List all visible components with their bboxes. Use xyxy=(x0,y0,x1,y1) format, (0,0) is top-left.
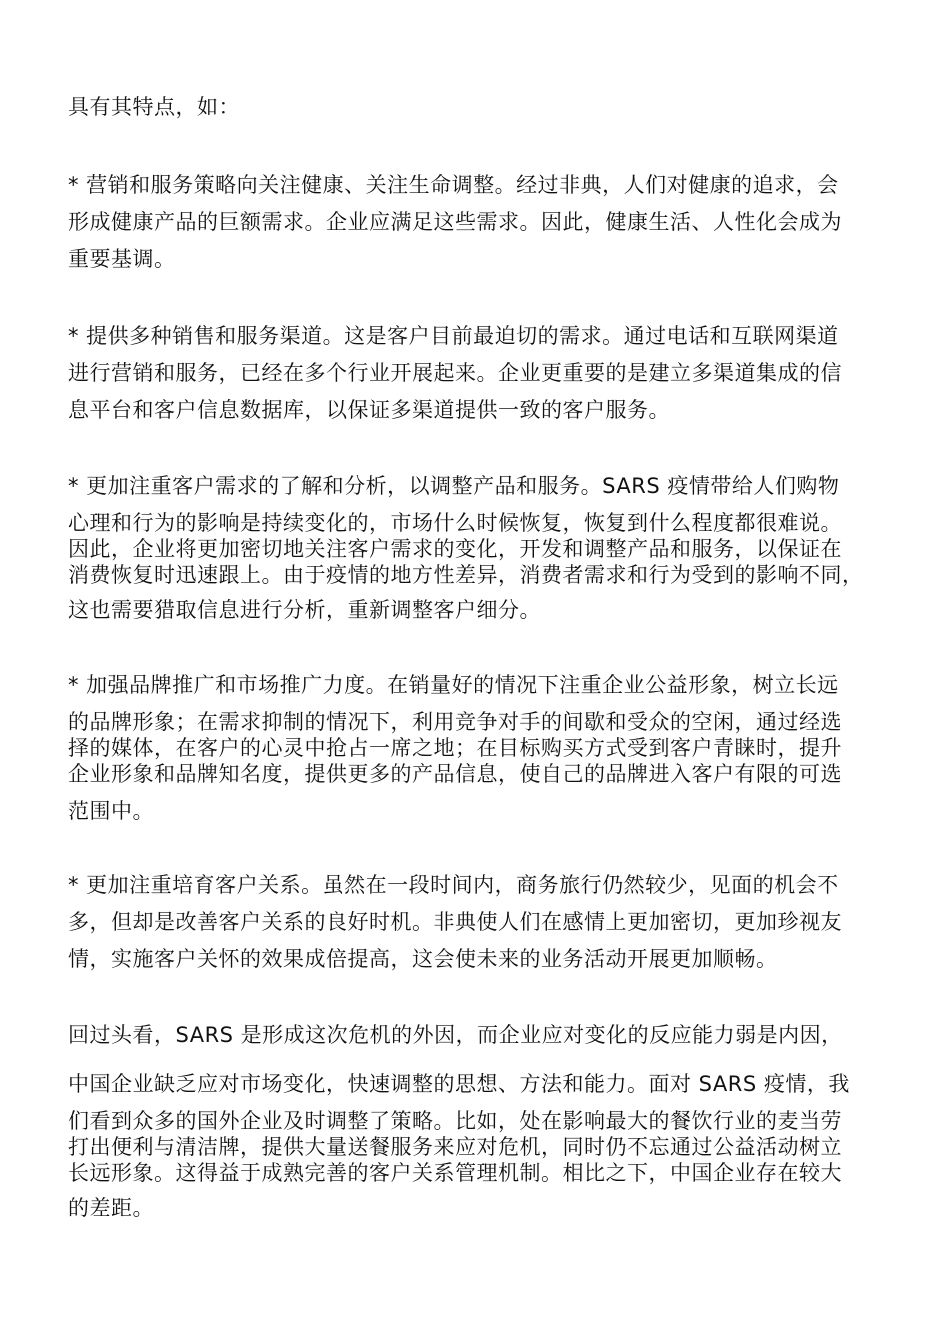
paragraph-channels-line-1: * 提供多种销售和服务渠道。这是客户目前最迫切的需求。通过电话和互联网渠道 xyxy=(68,324,839,348)
paragraph-brand-line-3: 择的媒体，在客户的心灵中抢占一席之地；在目标购买方式受到客户青睐时，提升 xyxy=(68,736,842,760)
paragraph-marketing-line-2: 形成健康产品的巨额需求。企业应满足这些需求。因此，健康生活、人性化会成为 xyxy=(68,210,842,234)
paragraph-relationship-line-1: * 更加注重培育客户关系。虽然在一段时间内，商务旅行仍然较少，见面的机会不 xyxy=(68,873,839,897)
paragraph-channels-line-2: 进行营销和服务，已经在多个行业开展起来。企业更重要的是建立多渠道集成的信 xyxy=(68,361,842,385)
paragraph-conclusion-line-2: 中国企业缺乏应对市场变化，快速调整的思想、方法和能力。面对 SARS 疫情，我 xyxy=(68,1072,850,1096)
paragraph-marketing-line-3: 重要基调。 xyxy=(68,247,176,271)
paragraph-relationship-line-3: 情，实施客户关怀的效果成倍提高，这会使未来的业务活动开展更加顺畅。 xyxy=(68,947,778,971)
paragraph-customer-needs-line-5: 这也需要猎取信息进行分析，重新调整客户细分。 xyxy=(68,598,541,622)
paragraph-intro-line-1: 具有其特点，如： xyxy=(68,95,240,119)
paragraph-customer-needs-line-1: * 更加注重客户需求的了解和分析，以调整产品和服务。SARS 疫情带给人们购物 xyxy=(68,474,840,498)
paragraph-customer-needs-line-3: 因此，企业将更加密切地关注客户需求的变化，开发和调整产品和服务，以保证在 xyxy=(68,537,842,561)
paragraph-customer-needs-line-2: 心理和行为的影响是持续变化的，市场什么时候恢复，恢复到什么程度都很难说。 xyxy=(68,511,842,535)
paragraph-brand-line-2: 的品牌形象；在需求抑制的情况下，利用竞争对手的间歇和受众的空闲，通过经选 xyxy=(68,710,842,734)
paragraph-conclusion-line-4: 打出便利与清洁牌，提供大量送餐服务来应对危机，同时仍不忘通过公益活动树立 xyxy=(68,1135,842,1159)
paragraph-channels-line-3: 息平台和客户信息数据库，以保证多渠道提供一致的客户服务。 xyxy=(68,398,670,422)
paragraph-relationship-line-2: 多，但却是改善客户关系的良好时机。非典使人们在感情上更加密切，更加珍视友 xyxy=(68,910,842,934)
paragraph-conclusion-line-5: 长远形象。这得益于成熟完善的客户关系管理机制。相比之下，中国企业存在较大 xyxy=(68,1161,842,1185)
paragraph-marketing-line-1: * 营销和服务策略向关注健康、关注生命调整。经过非典，人们对健康的追求，会 xyxy=(68,173,839,197)
paragraph-customer-needs-line-4: 消费恢复时迅速跟上。由于疫情的地方性差异，消费者需求和行为受到的影响不同， xyxy=(68,563,864,587)
paragraph-conclusion-line-1: 回过头看，SARS 是形成这次危机的外因，而企业应对变化的反应能力弱是内因， xyxy=(68,1023,843,1047)
paragraph-brand-line-5: 范围中。 xyxy=(68,799,154,823)
paragraph-brand-line-4: 企业形象和品牌知名度，提供更多的产品信息，使自己的品牌进入客户有限的可选 xyxy=(68,762,842,786)
paragraph-conclusion-line-6: 的差距。 xyxy=(68,1196,154,1220)
paragraph-conclusion-line-3: 们看到众多的国外企业及时调整了策略。比如，处在影响最大的餐饮行业的麦当劳 xyxy=(68,1109,842,1133)
paragraph-brand-line-1: * 加强品牌推广和市场推广力度。在销量好的情况下注重企业公益形象，树立长远 xyxy=(68,673,839,697)
